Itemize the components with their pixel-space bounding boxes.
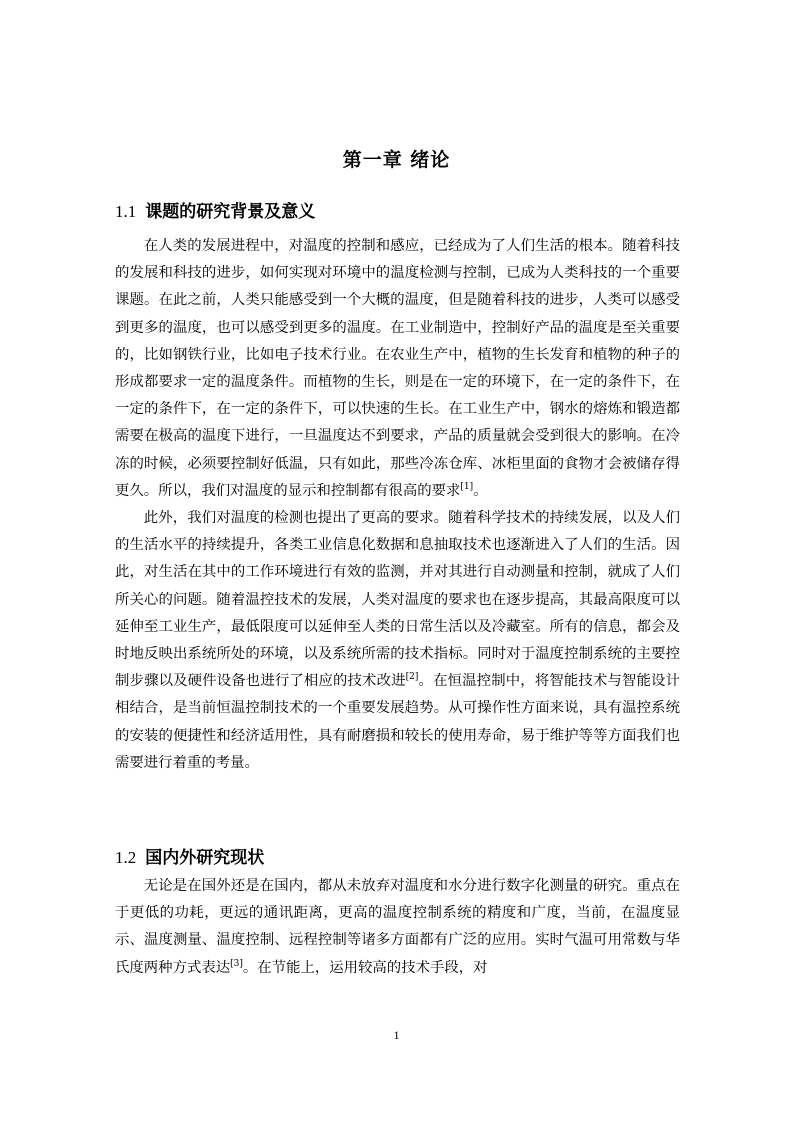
section-heading [115,846,264,870]
paragraph [115,873,680,982]
citation-ref: [2] [405,672,419,683]
paragraph-text-tail: 。在节能上，运用较高的技术手段，对 [242,959,488,976]
paragraph-text: 无论是在国外还是在国内，都从未放弃对温度和水分进行数字化测量的研究。重点在于更低的功耗，更远的通讯距离，更高的温度控制系统的精度和广度，当前，在温度显示、温度测量、温度控制、远程控制等诸多方面都有广泛的应用。实时气温可用常数与华氏度两种方式表达 [115,878,680,976]
section-number: 1.1 [115,202,137,221]
citation-ref: [3] [230,958,243,969]
paragraph [115,233,680,505]
section-title: 国内外研究现状 [145,848,265,868]
section-body [115,873,680,982]
paragraph-text-tail: 。 [473,482,488,499]
citation-ref: [1] [460,482,474,493]
section-heading [115,200,315,224]
section-number: 1.2 [115,848,137,867]
page-number: 1 [393,1028,400,1042]
paragraph-text: 在人类的发展进程中，对温度的控制和感应，已经成为了人们生活的根本。随着科技的发展和科技的进步，如何实现对环境中的温度检测与控制，已成为人类科技的一个重要课题。在此之前，人类只能感受到一个大概的温度，但是随着科技的进步，人类可以感受到更多的温度，也可以感受到更多的温度。在工业制造中，控制好产品的温度是至关重要的，比如钢铁行业，比如电子技术行业。在农业生产中，植物的生长发育和植物的种子的形成都要求一定的温度条件。而植物的生长，则是在一定的环境下，在一定的条件下，在一定的条件下，在一定的条件下，可以快速的生长。在工业生产中，钢水的熔炼和锻造都需要在极高的温度下进行，一旦温度达不到要求，产品的质量就会受到很大的影响。在冷冻的时候，必须要控制好低温，只有如此，那些冷冻仓库、冰柜里面的食物才会被储存得更久。所以，我们对温度的显示和控制都有很高的要求 [115,238,680,499]
paragraph-text-tail: 。在恒温控制中，将智能技术与智能设计相结合，是当前恒温控制技术的一个重要发展趋势。从可操作性方面来说，具有温控系统的安装的便捷性和经济适用性，具有耐磨损和较长的使用寿命，易于维护等等方面我们也需要进行着重的考量。 [115,673,680,771]
paragraph [115,505,680,777]
section-title: 课题的研究背景及意义 [145,202,316,222]
chapter-title: 第一章 绪论 [342,149,451,171]
section-body [115,233,680,777]
paragraph-text: 此外，我们对温度的检测也提出了更高的要求。随着科学技术的持续发展，以及人们的生活水平的持续提升，各类工业信息化数据和息抽取技术也逐渐进入了人们的生活。因此，对生活在其中的工作环境进行有效的监测，并对其进行自动测量和控制，就成了人们所关心的问题。随着温控技术的发展，人类对温度的要求也在逐步提高，其最高限度可以延伸至工业生产，最低限度可以延伸至人类的日常生活以及冷藏室。所有的信息，都会及时地反映出系统所处的环境，以及系统所需的技术指标。同时对于温度控制系统的主要控制步骤以及硬件设备也进行了相应的技术改进 [115,510,680,690]
